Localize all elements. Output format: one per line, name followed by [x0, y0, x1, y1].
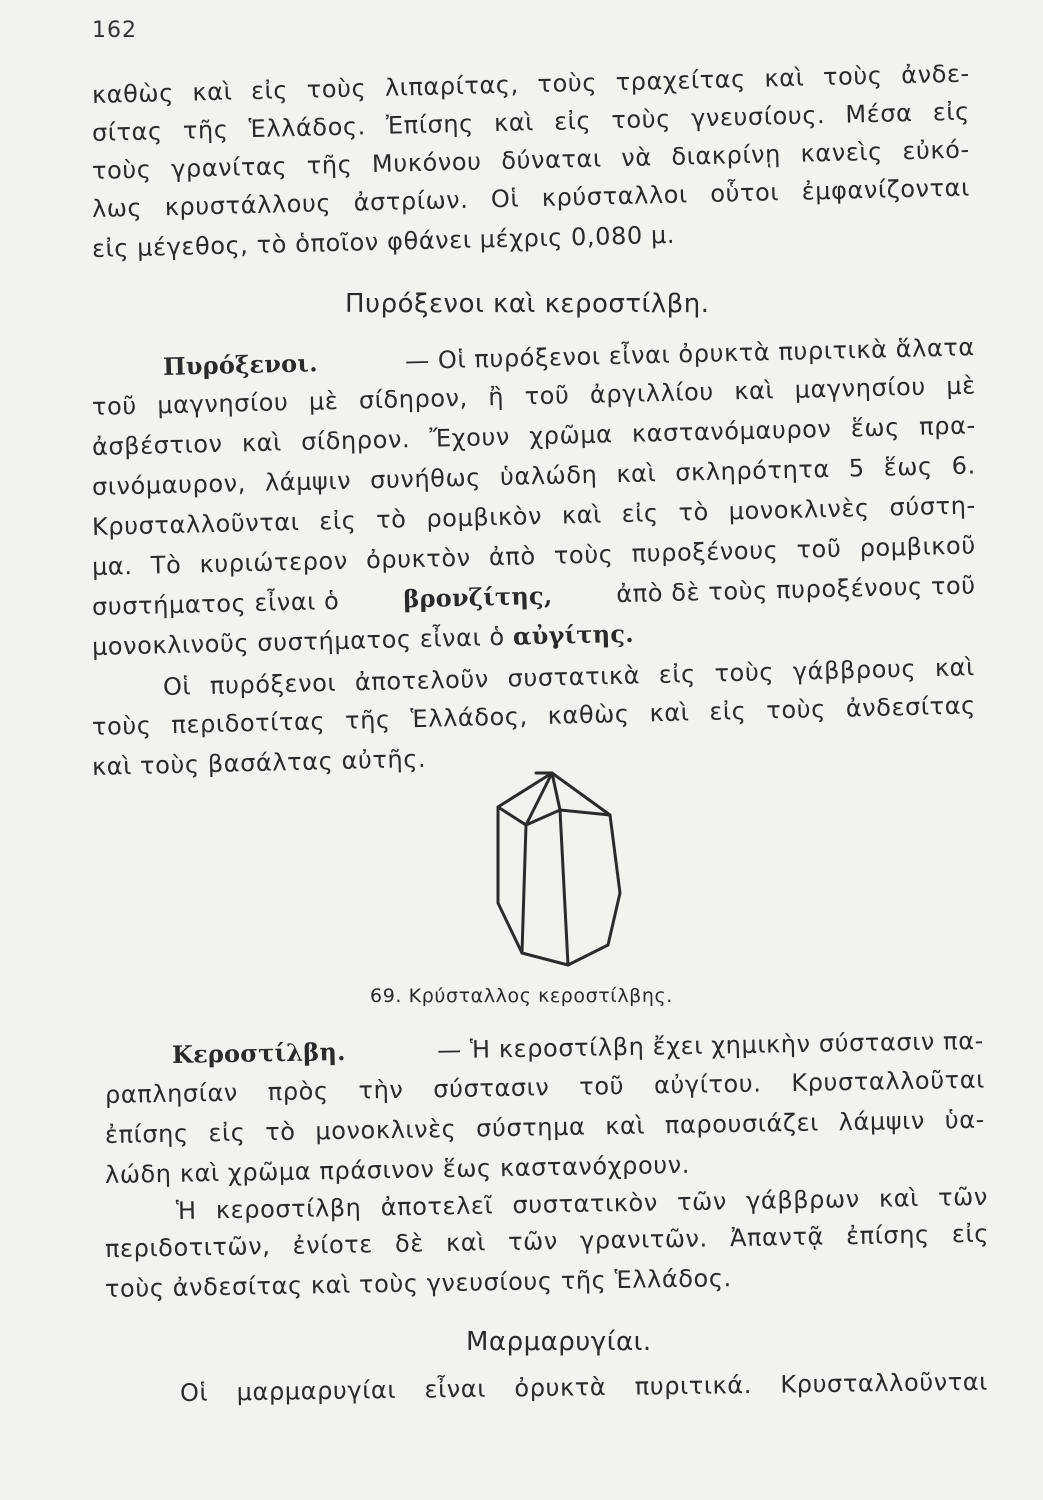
text-fragment: — Οἱ πυρόξενοι εἶναι ὀρυκτὰ πυριτικὰ ἅλατα [404, 333, 976, 376]
text-line: περιδοτιτῶν, ἐνίοτε δὲ καὶ τῶν γρανιτῶν. Ἀπαντᾷ ἐπίσης εἰς [104, 1219, 990, 1263]
text-line: ἀσβέστιον καὶ σίδηρον. Ἔχουν χρῶμα καστανόμαυρον ἕως πρα- [91, 411, 977, 461]
text-line: τοὺς ἀνδεσίτας καὶ τοὺς γνευσίους τῆς Ἑλλάδος. [104, 1264, 732, 1303]
figure-caption: 69. Κρύσταλλος κεροστίλβης. [370, 985, 673, 1007]
text-fragment: μονοκλινοῦς συστήματος εἶναι ὁ [91, 622, 506, 661]
crystal-edge [560, 810, 568, 965]
text-line: εἰς μέγεθος, τὸ ὁποῖον φθάνει μέχρις 0,080 μ. [91, 220, 676, 263]
section-heading-pyroxenes: Πυρόξενοι καὶ κεροστίλβη. [345, 289, 710, 319]
crystal-edge [498, 807, 526, 825]
text-line: μα. Τὸ κυριώτερον ὀρυκτὸν ἀπὸ τοὺς πυροξένους τοῦ ρομβικοῦ [91, 531, 977, 581]
term-pyroxenes: Πυρόξενοι. [162, 348, 319, 381]
text-fragment: συστήματος εἶναι ὁ [91, 586, 340, 621]
text-line: τοὺς γρανίτας τῆς Μυκόνου δύναται νὰ διακρίνῃ κανεὶς εὐκό- [91, 135, 971, 185]
text-line: τοῦ μαγνησίου μὲ σίδηρον, ἢ τοῦ ἀργιλλίου καὶ μαγνησίου μὲ [91, 371, 977, 421]
text-line: λως κρυστάλλους ἀστρίων. Οἱ κρύσταλλοι οὗτοι ἐμφανίζονται [91, 173, 971, 223]
text-line: καὶ τοὺς βασάλτας αὐτῆς. [91, 744, 427, 781]
crystal-drawing-icon [490, 765, 630, 975]
text-line: καθὼς καὶ εἰς τοὺς λιπαρίτας, τοὺς τραχείτας καὶ τοὺς ἀνδε- [91, 59, 971, 109]
term-augite: αὐγίτης. [512, 618, 635, 651]
text-line: Κρυσταλλοῦνται εἰς τὸ ρομβικὸν καὶ εἰς τὸ μονοκλινὲς σύστη- [91, 491, 977, 541]
page-number: 162 [92, 18, 137, 43]
text-line: σίτας τῆς Ἑλλάδος. Ἐπίσης καὶ εἰς τοὺς γνευσίους. Μέσα εἰς [91, 97, 971, 147]
crystal-edge [522, 825, 526, 953]
term-bronzite: βρονζίτης, [403, 580, 553, 614]
text-line: λώδη καὶ χρῶμα πράσινον ἕως καστανόχρουν. [104, 1150, 691, 1189]
text-fragment: ἀπὸ δὲ τοὺς πυροξένους τοῦ [615, 571, 977, 609]
text-line: Οἱ πυρόξενοι ἀποτελοῦν συστατικὰ εἰς τοὺς γάββρους καὶ [162, 653, 976, 701]
section-heading-micas: Μαρμαρυγίαι. [466, 1327, 652, 1357]
text-line: Οἱ μαρμαρυγίαι εἶναι ὀρυκτὰ πυριτικά. Κρυσταλλοῦνται [179, 1367, 989, 1407]
text-line: ραπλησίαν πρὸς τὴν σύστασιν τοῦ αὐγίτου. Κρυσταλλοῦται [104, 1065, 986, 1109]
text-line: σινόμαυρον, λάμψιν συνήθως ὑαλώδη καὶ σκληρότητα 5 ἕως 6. [91, 451, 977, 501]
text-fragment: — Ἡ κεροστίλβη ἔχει χημικὴν σύστασιν πα- [436, 1026, 985, 1065]
text-line [92, 619, 634, 662]
term-hornblende: Κεροστίλβη. [171, 1036, 346, 1069]
text-line: τοὺς περιδοτίτας τῆς Ἑλλάδος, καθὼς καὶ εἰς τοὺς ἀνδεσίτας [91, 691, 977, 741]
text-line: Ἡ κεροστίλβη ἀποτελεῖ συστατικὸν τῶν γάββρων καὶ τῶν [175, 1182, 989, 1225]
text-line [172, 1026, 984, 1070]
text-line: ἐπίσης εἰς τὸ μονοκλινὲς σύστημα καὶ παρουσιάζει λάμψιν ὑα- [104, 1105, 986, 1149]
